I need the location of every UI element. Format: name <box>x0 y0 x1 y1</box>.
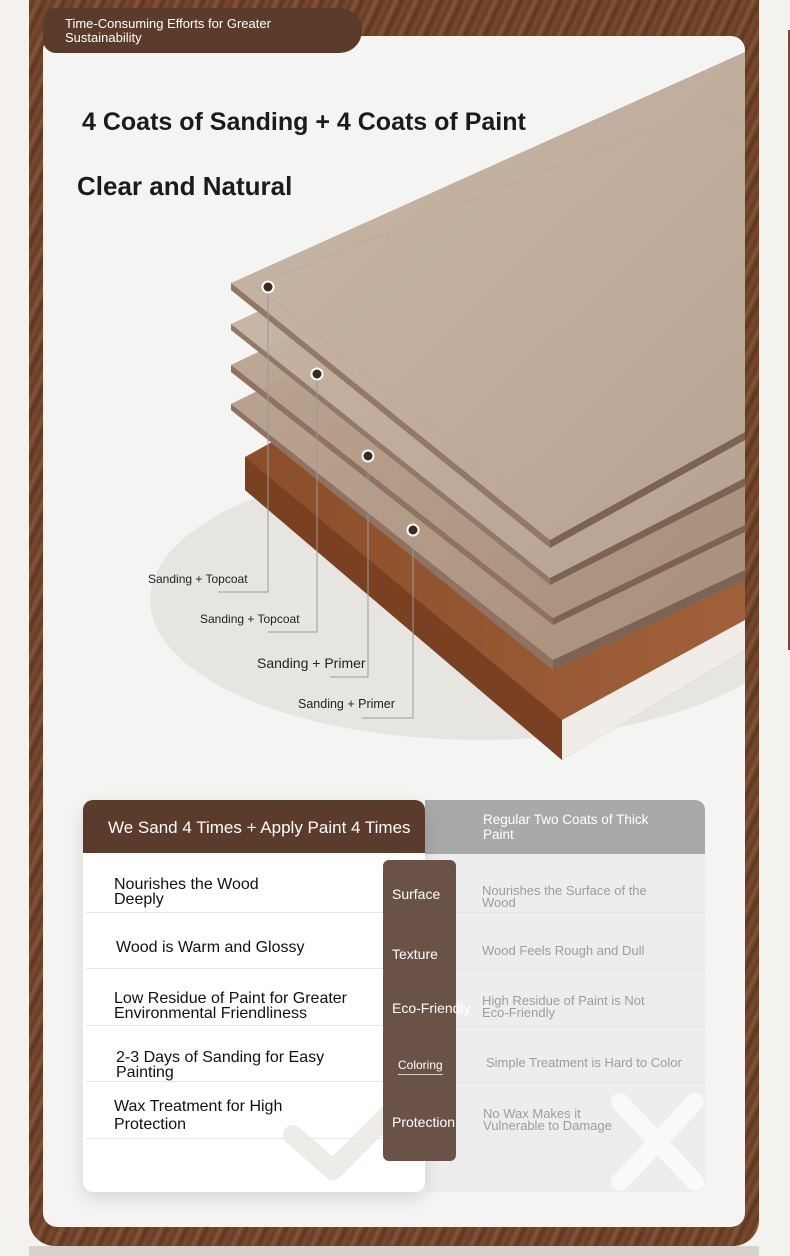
page-subtitle: Clear and Natural <box>77 171 293 201</box>
our-process-panel <box>83 800 425 1192</box>
page-title: 4 Coats of Sanding + 4 Coats of Paint <box>82 108 526 136</box>
regular-paint-panel <box>425 800 705 1192</box>
section-tab <box>43 8 362 53</box>
category-column <box>383 860 471 1161</box>
our-row-text: Nourishes the Wood Deeply <box>114 876 259 908</box>
our-row <box>86 1081 386 1139</box>
our-row <box>86 912 386 969</box>
layer-label-1: Sanding + Topcoat <box>148 572 248 586</box>
section-tab-label: Time-Consuming Efforts for Greater Sustainability <box>65 16 271 45</box>
our-row <box>86 853 386 913</box>
category-coloring: Coloring <box>398 1058 443 1075</box>
our-row-text: Wood is Warm and Glossy <box>116 939 305 956</box>
layer-label-3: Sanding + Primer <box>257 655 366 671</box>
regular-row-text: No Wax Makes it Vulnerable to Damage <box>483 1106 612 1133</box>
regular-row <box>425 854 705 913</box>
layer-label-2: Sanding + Topcoat <box>200 612 300 626</box>
category-surface: Surface <box>392 886 441 902</box>
our-row <box>86 968 386 1026</box>
frame-shadow <box>29 1246 759 1256</box>
regular-row-text: Nourishes the Surface of the Wood <box>482 883 647 910</box>
category-eco-friendly: Eco-Friendly <box>392 1000 471 1016</box>
regular-row <box>425 969 705 1027</box>
layer-label-4: Sanding + Primer <box>298 697 395 711</box>
category-protection: Protection <box>392 1114 456 1130</box>
regular-row <box>425 912 705 970</box>
regular-row <box>425 1082 705 1140</box>
our-header-label: We Sand 4 Times + Apply Paint 4 Times <box>108 818 411 837</box>
regular-row <box>425 1026 705 1083</box>
regular-row-text: Wood Feels Rough and Dull <box>482 943 645 958</box>
our-row-text: Wax Treatment for High Protection <box>114 1098 283 1133</box>
regular-header <box>425 800 705 854</box>
regular-row-text: High Residue of Paint is Not Eco-Friendly <box>482 993 645 1020</box>
category-texture: Texture <box>392 946 438 962</box>
our-row <box>86 1025 386 1082</box>
our-row-text: Low Residue of Paint for Greater Environmental Friendliness <box>114 990 348 1022</box>
regular-header-label: Regular Two Coats of Thick Paint <box>483 812 649 842</box>
our-header <box>83 800 425 853</box>
regular-row-text: Simple Treatment is Hard to Color <box>486 1055 682 1070</box>
our-row-text: 2-3 Days of Sanding for Easy Painting <box>116 1049 325 1081</box>
